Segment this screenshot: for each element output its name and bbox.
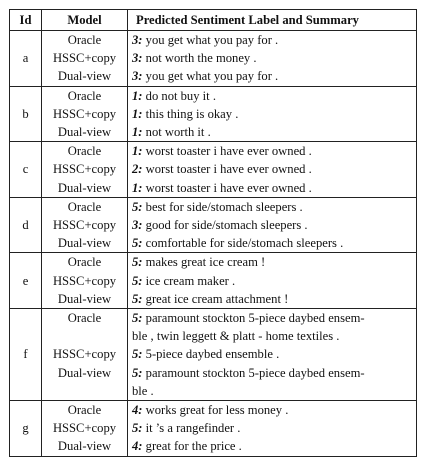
prediction-line: [132, 142, 412, 160]
header-id: Id: [10, 10, 42, 31]
prediction-line: [132, 401, 412, 419]
prediction-cell: [128, 401, 417, 457]
prediction-line: [132, 272, 412, 290]
model-name: Dual-view: [57, 125, 112, 140]
model-name: Dual-view: [57, 291, 112, 306]
example-id: f: [10, 309, 42, 401]
model-cell: [42, 253, 128, 309]
sentiment-label: 5:: [132, 273, 143, 288]
sentiment-label: 5:: [132, 421, 143, 436]
model-name: Dual-view: [57, 236, 112, 251]
example-row: [10, 309, 417, 401]
model-name: Oracle: [67, 311, 102, 326]
sentiment-label: 5:: [132, 347, 143, 362]
prediction-line: [132, 290, 412, 308]
summary-text: worst toaster i have ever owned .: [142, 162, 312, 177]
model-cell: [42, 197, 128, 253]
summary-text: not worth it .: [142, 125, 211, 140]
prediction-line: [132, 309, 412, 327]
sentiment-label: 5:: [132, 255, 143, 270]
prediction-line: [132, 253, 412, 271]
sentiment-label: 5:: [132, 311, 143, 326]
model-spacer: [46, 327, 123, 345]
sentiment-label: 3:: [132, 218, 143, 233]
model-name: Dual-view: [57, 365, 112, 380]
prediction-cell: [128, 31, 417, 87]
example-row: [10, 31, 417, 87]
summary-text: not worth the money .: [142, 51, 257, 66]
prediction-line: [132, 198, 412, 216]
summary-text: you get what you pay for .: [142, 33, 279, 47]
prediction-cell: [128, 86, 417, 142]
example-row: [10, 142, 417, 198]
summary-text: worst toaster i have ever owned .: [142, 144, 312, 159]
sentiment-label: 1:: [132, 180, 143, 195]
example-id: c: [10, 142, 42, 198]
model-name: HSSC+copy: [52, 106, 117, 121]
summary-text: works great for less money .: [142, 403, 289, 418]
model-name: HSSC+copy: [52, 273, 117, 288]
summary-text-continued: ble .: [132, 383, 154, 398]
summary-text: it ’s a rangefinder .: [142, 421, 241, 436]
model-name: Oracle: [67, 144, 102, 159]
prediction-line: [132, 419, 412, 437]
example-id: d: [10, 197, 42, 253]
prediction-line: [132, 179, 412, 197]
example-id: e: [10, 253, 42, 309]
model-cell: [42, 142, 128, 198]
model-name: HSSC+copy: [52, 51, 117, 66]
summary-text: great ice cream attachment !: [142, 291, 289, 306]
prediction-cell: [128, 197, 417, 253]
prediction-line: [132, 216, 412, 234]
model-name: HSSC+copy: [52, 218, 117, 233]
model-name: Oracle: [67, 199, 102, 214]
prediction-line: [132, 67, 412, 85]
sentiment-label: 5:: [132, 365, 143, 380]
sentiment-label: 5:: [132, 236, 143, 251]
prediction-line: [132, 49, 412, 67]
prediction-cell: [128, 253, 417, 309]
summary-text: comfortable for side/stomach sleepers .: [142, 236, 344, 251]
model-cell: [42, 31, 128, 87]
model-name: HSSC+copy: [52, 162, 117, 177]
prediction-line: [132, 234, 412, 252]
prediction-line: [132, 160, 412, 178]
sentiment-label: 1:: [132, 144, 143, 159]
sentiment-label: 1:: [132, 88, 143, 103]
model-name: Oracle: [67, 403, 102, 418]
sentiment-label: 5:: [132, 199, 143, 214]
model-name: HSSC+copy: [52, 421, 117, 436]
summary-text: ice cream maker .: [142, 273, 236, 288]
example-id: g: [10, 401, 42, 457]
summary-text-continued: ble , twin leggett & platt - home textiles .: [132, 329, 340, 344]
model-name: Oracle: [67, 33, 102, 47]
prediction-line: [132, 345, 412, 363]
model-name: Dual-view: [57, 180, 112, 195]
results-table: [9, 9, 417, 457]
example-row: [10, 401, 417, 457]
header-model: Model: [42, 10, 128, 31]
sentiment-label: 3:: [132, 33, 143, 47]
summary-text: makes great ice cream !: [142, 255, 266, 270]
model-cell: [42, 401, 128, 457]
summary-text: you get what you pay for .: [142, 69, 279, 84]
prediction-line: [132, 123, 412, 141]
prediction-line: [132, 105, 412, 123]
model-name: Oracle: [67, 255, 102, 270]
example-row: [10, 86, 417, 142]
table-body: [10, 31, 417, 457]
sentiment-label: 1:: [132, 106, 143, 121]
prediction-cell: [128, 309, 417, 401]
summary-text: good for side/stomach sleepers .: [142, 218, 308, 233]
example-id: b: [10, 86, 42, 142]
sentiment-label: 2:: [132, 162, 143, 177]
header-summary: Predicted Sentiment Label and Summary: [128, 10, 417, 31]
model-name: Dual-view: [57, 69, 112, 84]
summary-text: do not buy it .: [142, 88, 216, 103]
prediction-line: [132, 87, 412, 105]
model-spacer: [46, 382, 123, 400]
sentiment-label: 4:: [132, 439, 143, 454]
summary-text: paramount stockton 5-piece daybed ensem-: [142, 311, 365, 326]
sentiment-label: 3:: [132, 69, 143, 84]
prediction-line: [132, 364, 412, 382]
prediction-cell: [128, 142, 417, 198]
sentiment-label: 3:: [132, 51, 143, 66]
summary-text: 5-piece daybed ensemble .: [142, 347, 280, 362]
model-cell: [42, 309, 128, 401]
example-id: a: [10, 31, 42, 87]
model-cell: [42, 86, 128, 142]
prediction-line: [132, 437, 412, 455]
summary-text: this thing is okay .: [142, 106, 239, 121]
model-name: Oracle: [67, 88, 102, 103]
sentiment-label: 4:: [132, 403, 143, 418]
summary-text: paramount stockton 5-piece daybed ensem-: [142, 365, 365, 380]
example-row: [10, 253, 417, 309]
model-name: Dual-view: [57, 439, 112, 454]
prediction-line: [132, 31, 412, 49]
sentiment-label: 1:: [132, 125, 143, 140]
summary-text: best for side/stomach sleepers .: [142, 199, 303, 214]
summary-text: worst toaster i have ever owned .: [142, 180, 312, 195]
model-name: HSSC+copy: [52, 347, 117, 362]
sentiment-label: 5:: [132, 291, 143, 306]
header-row: [10, 10, 417, 31]
example-row: [10, 197, 417, 253]
summary-text: great for the price .: [142, 439, 242, 454]
